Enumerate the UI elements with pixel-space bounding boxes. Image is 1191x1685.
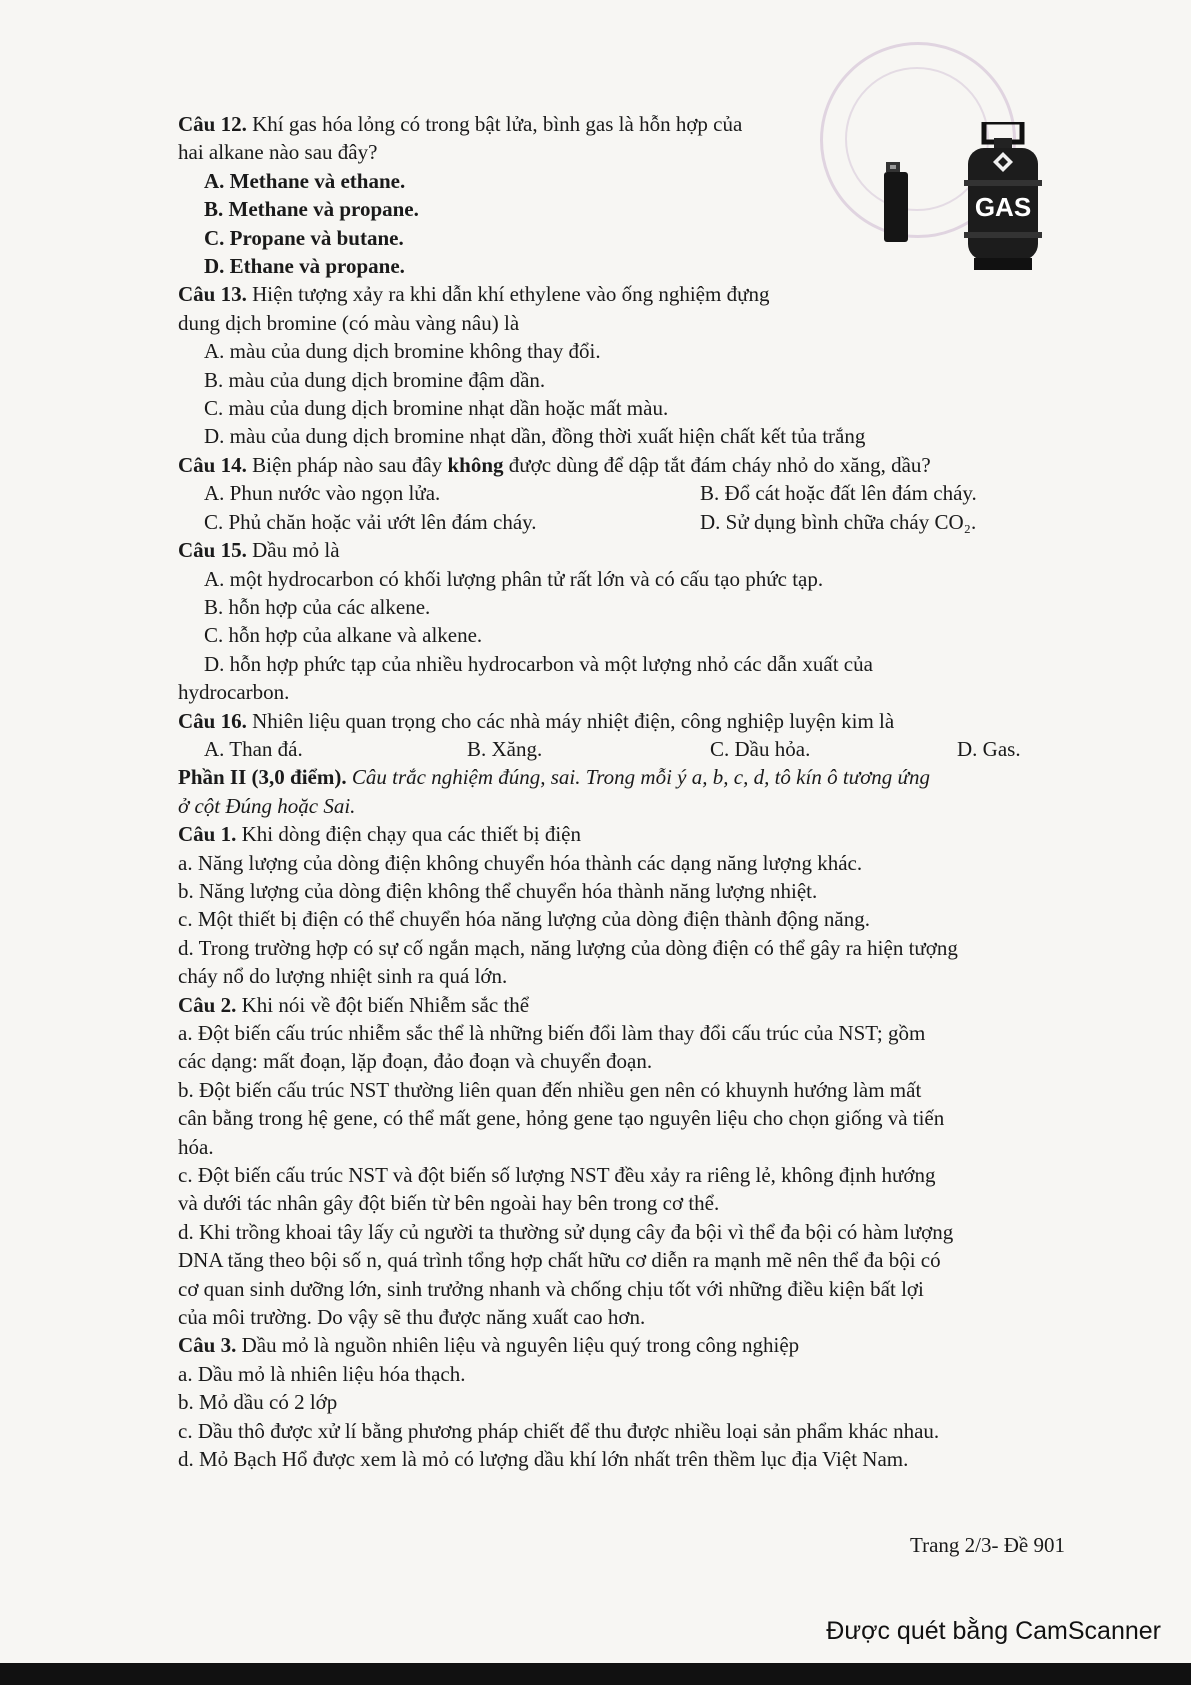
statement-a: a. Năng lượng của dòng điện không chuyển hóa thành các dạng năng lượng khác. (178, 850, 863, 875)
page-number: Trang 2/3- Đề 901 (910, 1533, 1065, 1557)
statement-d-cont: của môi trường. Do vậy sẽ thu được năng xuất cao hơn. (178, 1305, 646, 1330)
statement-c: c. Đột biến cấu trúc NST và đột biến số lượng NST đều xảy ra riêng lẻ, không định hướng (178, 1163, 936, 1188)
question-label: Câu 13. (178, 282, 247, 307)
question-14-options (178, 479, 1068, 536)
option-c: C. Dầu hỏa. (710, 736, 811, 761)
statement-c: c. Dầu thô được xử lí bằng phương pháp chiết để thu được nhiều loại sản phẩm khác nhau. (178, 1418, 940, 1443)
question-label: Câu 15. (178, 538, 247, 563)
option-d-continued: hydrocarbon. (178, 680, 290, 705)
statement-d-cont: DNA tăng theo bội số n, quá trình tổng hợp chất hữu cơ diễn ra mạnh mẽ nên thể đa bội có (178, 1248, 941, 1273)
option-d: D. hỗn hợp phức tạp của nhiều hydrocarbon và một lượng nhỏ các dẫn xuất của (204, 651, 873, 676)
option-b: B. hỗn hợp của các alkene. (204, 594, 431, 619)
option-c: C. màu của dung dịch bromine nhạt dần hoặc mất màu. (204, 396, 669, 421)
question-16-options (178, 735, 1068, 763)
bottom-bar (0, 1663, 1191, 1685)
option-c: C. Phủ chăn hoặc vải ướt lên đám cháy. (204, 509, 537, 534)
question-12 (178, 110, 858, 280)
question-14: Câu 14. Biện pháp nào sau đây không được dùng để dập tắt đám cháy nhỏ do xăng, dầu? (178, 452, 931, 477)
statement-a-cont: các dạng: mất đoạn, lặp đoạn, đảo đoạn và chuyển đoạn. (178, 1049, 653, 1074)
statement-d: d. Khi trồng khoai tây lấy củ người ta thường sử dụng cây đa bội vì thể đa bội có hàm lượng (178, 1219, 954, 1244)
question-text: hai alkane nào sau đây? (178, 140, 378, 165)
option-a: A. Than đá. (204, 736, 303, 761)
option-b: B. Xăng. (467, 736, 543, 761)
question-label: Câu 12. (178, 112, 247, 136)
statement-c: c. Một thiết bị điện có thể chuyển hóa năng lượng của dòng điện thành động năng. (178, 907, 870, 932)
question-text: Khí gas hóa lỏng có trong bật lửa, bình gas là hỗn hợp của (252, 112, 743, 136)
option-d: D. màu của dung dịch bromine nhạt dần, đồng thời xuất hiện chất kết tủa trắng (204, 424, 866, 449)
option-d: D. Gas. (957, 736, 1021, 761)
question-label: Câu 16. (178, 708, 247, 733)
question-16: Câu 16. Nhiên liệu quan trọng cho các nhà máy nhiệt điện, công nghiệp luyện kim là (178, 708, 895, 733)
question-label: Câu 1. (178, 822, 237, 847)
statement-a: a. Dầu mỏ là nhiên liệu hóa thạch. (178, 1361, 466, 1386)
option-b: B. màu của dung dịch bromine đậm dần. (204, 367, 546, 392)
exam-content (178, 110, 1068, 1474)
question-label: Câu 2. (178, 992, 237, 1017)
statement-b-cont: cân bằng trong hệ gene, có thể mất gene, hỏng gene tạo nguyên liệu cho chọn giống và tiến (178, 1106, 945, 1131)
statement-b: b. Đột biến cấu trúc NST thường liên quan đến nhiều gen nên có khuynh hướng làm mất (178, 1077, 922, 1102)
question-label: Câu 3. (178, 1333, 237, 1358)
p2-question-3: Câu 3. Dầu mỏ là nguồn nhiên liệu và nguyên liệu quý trong công nghiệp (178, 1333, 800, 1358)
gas-label: GAS (974, 192, 1032, 222)
option-d: D. Ethane và propane. (204, 254, 405, 279)
option-a: A. màu của dung dịch bromine không thay đổi. (204, 339, 601, 364)
statement-d: d. Trong trường hợp có sự cố ngắn mạch, năng lượng của dòng điện có thể gây ra hiện tượng (178, 935, 958, 960)
statement-b: b. Năng lượng của dòng điện không thể chuyển hóa thành năng lượng nhiệt. (178, 878, 818, 903)
statement-d-cont: cháy nổ do lượng nhiệt sinh ra quá lớn. (178, 964, 508, 989)
statement-a: a. Đột biến cấu trúc nhiễm sắc thể là những biến đổi làm thay đổi cấu trúc của NST; gồm (178, 1021, 926, 1045)
option-c: C. hỗn hợp của alkane và alkene. (204, 623, 483, 648)
option-a: A. Methane và ethane. (204, 168, 406, 193)
statement-b-cont: hóa. (178, 1134, 214, 1159)
question-text: dung dịch bromine (có màu vàng nâu) là (178, 310, 520, 335)
option-c: C. Propane và butane. (204, 225, 404, 250)
statement-d-cont: cơ quan sinh dưỡng lớn, sinh trưởng nhanh và chống chịu tốt với những điều kiện bất lợi (178, 1276, 924, 1301)
camscanner-watermark: Được quét bằng CamScanner (826, 1617, 1161, 1645)
option-d: D. Sử dụng bình chữa cháy CO₂. (700, 509, 977, 534)
question-15: Câu 15. Dầu mỏ là (178, 538, 340, 563)
part-2-heading: Phần II (3,0 điểm). Câu trắc nghiệm đúng, sai. Trong mỗi ý a, b, c, d, tô kín ô tương ứng (178, 765, 931, 790)
question-label: Câu 14. (178, 452, 247, 477)
option-b: B. Đổ cát hoặc đất lên đám cháy. (700, 481, 977, 506)
part-2-heading-cont: ở cột Đúng hoặc Sai. (178, 793, 356, 818)
option-a: A. một hydrocarbon có khối lượng phân tử rất lớn và có cấu tạo phức tạp. (204, 566, 824, 591)
question-13 (178, 280, 858, 337)
question-text: Hiện tượng xảy ra khi dẫn khí ethylene vào ống nghiệm đựng (252, 282, 770, 307)
p2-question-2: Câu 2. Khi nói về đột biến Nhiễm sắc thể (178, 992, 530, 1017)
option-b: B. Methane và propane. (204, 197, 419, 222)
p2-question-1: Câu 1. Khi dòng điện chạy qua các thiết bị điện (178, 822, 582, 847)
statement-b: b. Mỏ dầu có 2 lớp (178, 1390, 338, 1415)
option-a: A. Phun nước vào ngọn lửa. (204, 481, 441, 506)
statement-d: d. Mỏ Bạch Hổ được xem là mỏ có lượng dầu khí lớn nhất trên thềm lục địa Việt Nam. (178, 1447, 909, 1472)
statement-c-cont: và dưới tác nhân gây đột biến từ bên ngoài hay bên trong cơ thể. (178, 1191, 720, 1216)
